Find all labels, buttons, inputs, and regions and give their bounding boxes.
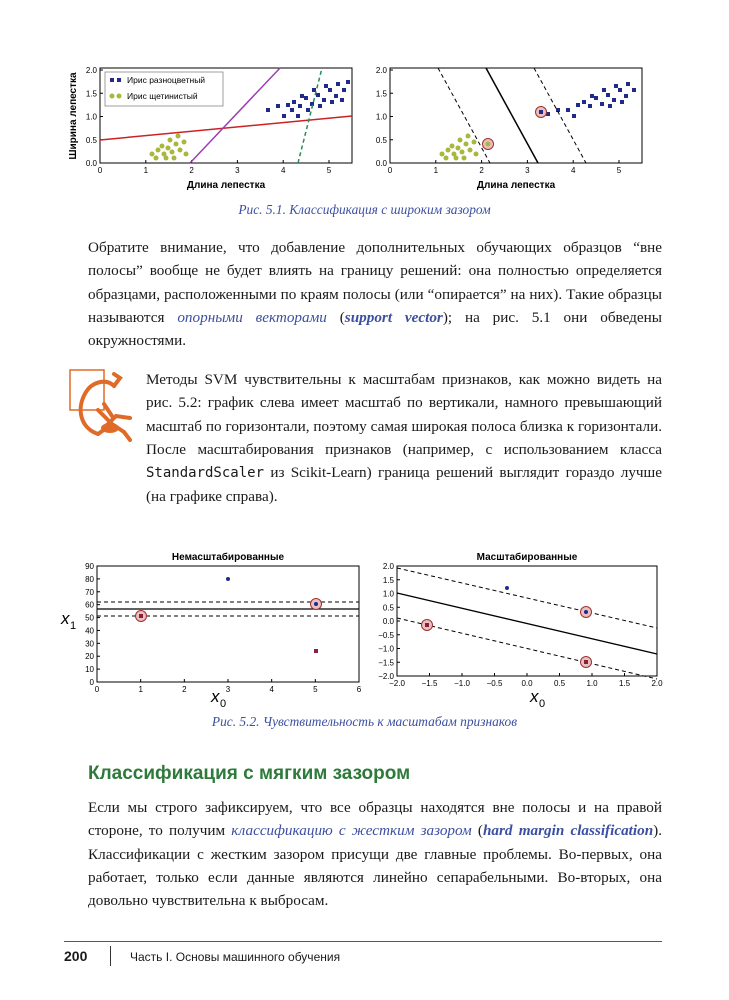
term-support-vector-en: support vector: [344, 308, 443, 326]
x0-label-right: x: [530, 687, 539, 706]
y-tick-label: 0.5: [375, 135, 387, 145]
fig2-right-plot: [378, 551, 663, 688]
x0-label-left: x: [211, 687, 220, 706]
page-number: 200: [64, 948, 88, 964]
footer-chapter: Часть I. Основы машинного обучения: [130, 950, 341, 964]
y-tick-label: 2.0: [375, 66, 387, 75]
svg-text:1: 1: [70, 620, 77, 632]
y-tick-label: 0.0: [382, 617, 394, 626]
y-tick-label: 30: [85, 639, 94, 649]
x-tick-label: 1.0: [586, 679, 598, 688]
section-heading: Классификация с мягким зазором: [88, 763, 411, 784]
x-tick-label: 1: [138, 685, 143, 694]
x-tick-label: 5: [616, 166, 622, 175]
x-tick-label: −2.0: [389, 679, 405, 688]
y-tick-label: −0.5: [378, 630, 394, 640]
x-tick-label: 4: [269, 685, 274, 694]
fig1-legend: [105, 72, 223, 106]
scorpion-icon: [68, 368, 140, 446]
tip-text: Методы SVM чувствительны к масштабам признаков, как можно видеть на рис. 5.2: график слева имеет масштаб по вертикали, намного превышающий масштаб по горизонтали, поэтому самая широкая полоса близка к горизонтали. После масштабирования признаков (например, с использованием класса StandardScaler из Scikit-Learn) граница решений выглядит гораздо лучше (на графике справа).: [146, 371, 662, 506]
x-tick-label: 5: [313, 685, 318, 694]
y-tick-label: 20: [85, 652, 94, 662]
y-tick-label: 1.5: [375, 89, 387, 99]
x-tick-label: 4: [570, 166, 576, 175]
x-tick-label: 1: [143, 166, 149, 175]
x-tick-label: 6: [356, 685, 362, 694]
fig2-right-title: Масштабированные: [476, 552, 578, 563]
y-tick-label: 0.0: [85, 159, 97, 168]
point-scaled-top: [505, 586, 509, 590]
fig2-left-title: Немасштабированные: [171, 552, 285, 563]
figure-5-2: [55, 548, 675, 710]
fig1-left-xlabel: Длина лепестка: [186, 180, 266, 191]
y-tick-label: 0: [89, 678, 94, 687]
y-tick-label: 10: [85, 665, 94, 675]
y-tick-label: 1.5: [85, 89, 97, 99]
x-tick-label: 0: [94, 685, 100, 694]
y-tick-label: 1.5: [382, 575, 394, 585]
fig1-left-plot: [68, 66, 352, 191]
term-hard-margin: классификацию с жестким зазором: [231, 822, 472, 840]
x-tick-label: −0.5: [486, 679, 503, 688]
y-tick-label: 1.0: [85, 112, 97, 122]
point-unscaled-top: [226, 577, 230, 581]
svg-text:0: 0: [220, 698, 227, 710]
x-tick-label: 3: [225, 685, 231, 694]
term-hard-margin-en: hard margin classification: [482, 822, 654, 840]
point-unscaled-bottom: [314, 649, 318, 653]
y-tick-label: 80: [85, 574, 94, 584]
x-tick-label: 0.0: [521, 679, 533, 688]
footer-rule: [64, 941, 662, 942]
x-tick-label: 1.5: [618, 679, 631, 688]
legend-versicolor: Ирис разноцветный: [127, 75, 206, 85]
y-tick-label: 0.5: [382, 603, 394, 613]
x-tick-label: 2: [189, 166, 194, 175]
y-tick-label: 2.0: [85, 66, 97, 75]
x-tick-label: 3: [235, 166, 240, 175]
code-standardscaler: StandardScaler: [146, 465, 265, 482]
y-tick-label: 40: [85, 626, 94, 636]
legend-setosa: Ирис щетинистый: [127, 91, 198, 101]
y-tick-label: −2.0: [378, 672, 394, 681]
x-tick-label: 0: [97, 166, 103, 175]
paragraph-1: Обратите внимание, что добавление дополнительных обучающих образцов “вне полосы” вообще не будет влиять на границу решений: она полностью определяется образцами, расположенными по краям полосы (или “опирается” на них). Такие образцы называются опорными векторами (support vector); на рис. 5.1 они обведены окружностями.: [88, 239, 662, 350]
y-tick-label: 50: [85, 613, 94, 623]
figure-5-1: [60, 58, 680, 198]
footer-separator: [110, 946, 111, 966]
x1-label: x: [61, 609, 70, 628]
x-tick-label: 0.5: [553, 679, 566, 688]
y-tick-label: 0.5: [85, 135, 97, 145]
x-tick-label: 5: [326, 166, 332, 175]
y-tick-label: 0.0: [375, 159, 387, 168]
fig1-left-ylabel: Ширина лепестка: [68, 72, 79, 160]
x-tick-label: 2.0: [651, 679, 663, 688]
fig1-right-plot: [376, 66, 642, 191]
x-tick-label: 0: [387, 166, 393, 175]
x-tick-label: 2: [479, 166, 484, 175]
y-tick-label: 1.0: [375, 112, 387, 122]
x-tick-label: 2: [182, 685, 187, 694]
y-tick-label: −1.5: [378, 658, 394, 668]
y-tick-label: 60: [85, 600, 94, 610]
fig1-caption: Рис. 5.1. Классификация с широким зазором: [238, 202, 491, 217]
y-tick-label: 90: [85, 562, 94, 571]
y-tick-label: 1.0: [382, 589, 394, 599]
x-tick-label: 4: [280, 166, 286, 175]
x-tick-label: 1: [433, 166, 439, 175]
fig2-left-plot: [85, 551, 362, 694]
fig1-right-xlabel: Длина лепестка: [476, 180, 556, 191]
y-tick-label: 2.0: [382, 562, 394, 571]
x-tick-label: −1.0: [454, 679, 470, 688]
x-tick-label: −1.5: [421, 679, 438, 688]
fig2-caption: Рис. 5.2. Чувствительность к масштабам признаков: [211, 714, 518, 729]
y-tick-label: −1.0: [378, 644, 394, 654]
y-tick-label: 70: [85, 587, 94, 597]
svg-text:0: 0: [539, 698, 546, 710]
x-tick-label: 3: [525, 166, 530, 175]
paragraph-2: Если мы строго зафиксируем, что все образцы находятся вне полосы и на правой стороне, то получим классификацию с жестким зазором (hard margin classification). Классификации с жестким зазором присущи две главные проблемы. Во-первых, она работает, только если данные являются линейно сепарабельными. Во-вторых, она довольно чувствительна к выбросам.: [88, 799, 663, 910]
term-support-vectors: опорными векторами: [177, 308, 327, 326]
